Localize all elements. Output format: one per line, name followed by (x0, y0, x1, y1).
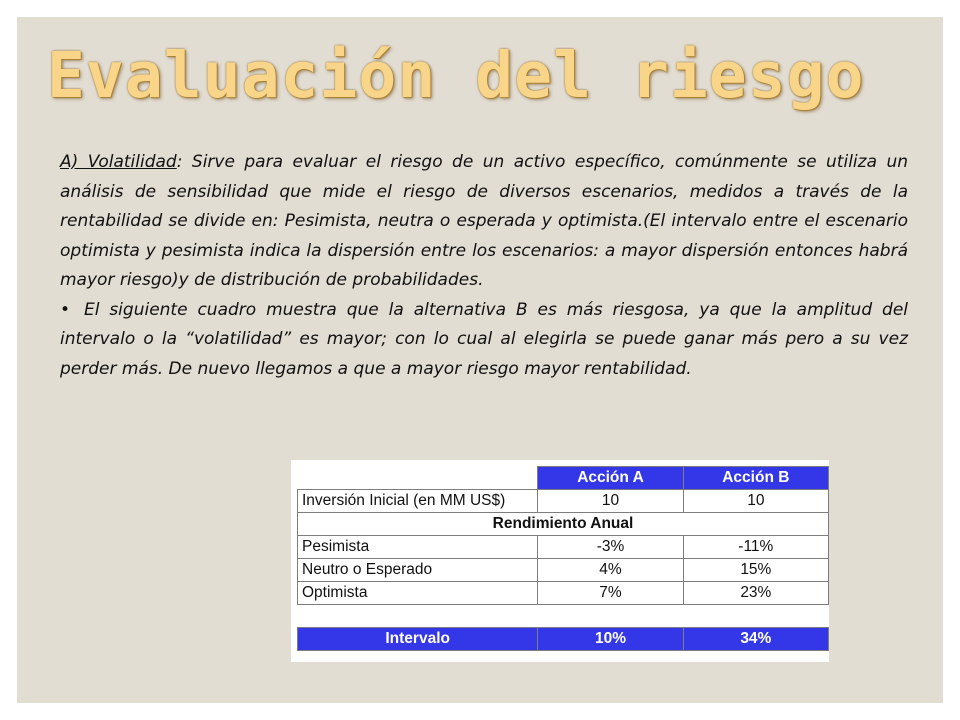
risk-table (297, 466, 829, 651)
table-row (298, 490, 829, 513)
row-value-b: 23% (683, 582, 828, 605)
table-header-row (298, 467, 829, 490)
total-row (298, 628, 829, 651)
row-label: Pesimista (298, 536, 538, 559)
gap-cell (538, 605, 683, 628)
gap-cell (683, 605, 828, 628)
investment-a: 10 (538, 490, 683, 513)
row-label: Optimista (298, 582, 538, 605)
total-value-a: 10% (538, 628, 683, 651)
comparison-text: El siguiente cuadro muestra que la alternativa B es más riesgosa, ya que la amplitud del intervalo o la “volatilidad” es mayor; con lo cual al elegirla se puede ganar más pero a su vez perder más. De nuevo llegamos a que a mayor riesgo mayor rentabilidad. (60, 299, 908, 379)
row-value-a: 7% (538, 582, 683, 605)
header-blank-cell (298, 467, 538, 490)
investment-b: 10 (683, 490, 828, 513)
total-value-b: 34% (683, 628, 828, 651)
risk-table-image (291, 460, 829, 662)
table-row (298, 582, 829, 605)
volatility-heading: A) Volatilidad (60, 152, 177, 172)
bullet-icon: • (60, 299, 71, 320)
investment-label: Inversión Inicial (en MM US$) (298, 490, 538, 513)
total-label: Intervalo (298, 628, 538, 651)
row-value-a: 4% (538, 559, 683, 582)
header-accion-a: Acción A (538, 467, 683, 490)
table-row (298, 559, 829, 582)
row-value-b: 15% (683, 559, 828, 582)
row-value-a: -3% (538, 536, 683, 559)
gap-cell (298, 605, 538, 628)
table-row (298, 536, 829, 559)
row-value-b: -11% (683, 536, 828, 559)
section-row (298, 513, 829, 536)
volatility-text: : Sirve para evaluar el riesgo de un activo específico, comúnmente se utiliza un análisis de sensibilidad que mide el riesgo de diversos escenarios, medidos a través de la rentabilidad se divide en: Pesimista, neutra o esperada y optimista.(El intervalo entre el escenario optimista y pesimista indica la dispersión entre los escenarios: a mayor dispersión entonces habrá mayor riesgo)y de distribución de probabilidades. (60, 152, 908, 290)
paragraph-volatility (60, 148, 908, 296)
slide-title: Evaluación del riesgo (47, 39, 865, 112)
body-text (60, 148, 908, 384)
section-label: Rendimiento Anual (298, 513, 829, 536)
slide (17, 17, 943, 703)
header-accion-b: Acción B (683, 467, 828, 490)
paragraph-comparison (60, 296, 908, 385)
table-gap-row (298, 605, 829, 628)
row-label: Neutro o Esperado (298, 559, 538, 582)
